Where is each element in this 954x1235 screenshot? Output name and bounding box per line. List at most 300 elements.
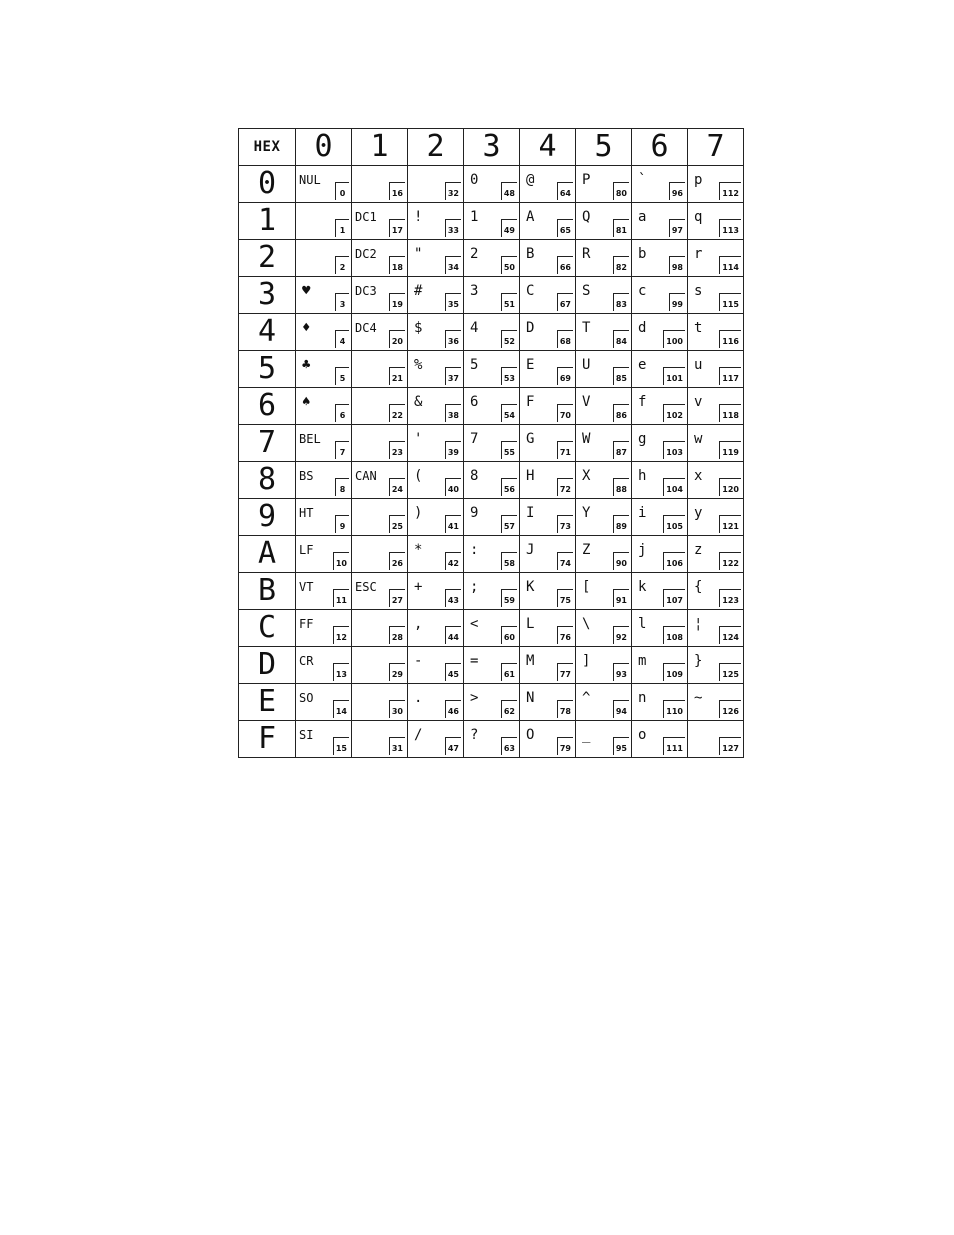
char-cell — [352, 462, 408, 499]
decimal-code: 42 — [445, 552, 461, 570]
decimal-code: 47 — [445, 737, 461, 755]
character-glyph: q — [694, 209, 703, 225]
char-cell — [296, 166, 352, 203]
decimal-code: 57 — [501, 515, 517, 533]
decimal-code: 48 — [501, 182, 517, 200]
character-glyph: ^ — [582, 690, 591, 706]
character-glyph: ♦ — [302, 320, 311, 336]
decimal-code: 90 — [613, 552, 629, 570]
decimal-code: 109 — [663, 663, 685, 681]
decimal-code: 85 — [613, 367, 629, 385]
char-cell — [520, 240, 576, 277]
decimal-code: 29 — [389, 663, 405, 681]
row-header-0: 0 — [239, 166, 296, 203]
character-glyph: ? — [470, 727, 479, 743]
decimal-code: 14 — [333, 700, 349, 718]
char-cell — [352, 166, 408, 203]
character-glyph: = — [470, 653, 479, 669]
decimal-code: 100 — [663, 330, 685, 348]
decimal-code: 44 — [445, 626, 461, 644]
character-glyph: \ — [582, 616, 591, 632]
decimal-code: 76 — [557, 626, 573, 644]
character-glyph: 8 — [470, 468, 479, 484]
decimal-code: 95 — [613, 737, 629, 755]
character-glyph: F — [526, 394, 535, 410]
character-glyph: - — [414, 653, 423, 669]
decimal-code: 20 — [389, 330, 405, 348]
char-cell — [632, 425, 688, 462]
decimal-code: 87 — [613, 441, 629, 459]
character-glyph: ¦ — [694, 616, 703, 632]
character-glyph: ♠ — [302, 394, 311, 410]
char-cell — [576, 351, 632, 388]
char-cell — [296, 277, 352, 314]
char-cell — [688, 277, 744, 314]
decimal-code: 31 — [389, 737, 405, 755]
control-code-label: DC2 — [355, 247, 377, 261]
char-cell — [296, 684, 352, 721]
char-cell — [352, 721, 408, 758]
char-cell — [464, 351, 520, 388]
char-cell — [520, 647, 576, 684]
decimal-code: 39 — [445, 441, 461, 459]
hex-corner-label: HEX — [239, 129, 296, 166]
char-cell — [576, 425, 632, 462]
decimal-code: 58 — [501, 552, 517, 570]
table-row — [239, 314, 744, 351]
character-glyph: ♣ — [302, 357, 311, 373]
character-glyph: O — [526, 727, 535, 743]
table-body — [239, 166, 744, 758]
decimal-code: 117 — [719, 367, 741, 385]
character-glyph: g — [638, 431, 647, 447]
char-cell — [296, 573, 352, 610]
char-cell — [632, 647, 688, 684]
char-cell — [632, 240, 688, 277]
character-glyph: S — [582, 283, 591, 299]
decimal-code: 106 — [663, 552, 685, 570]
decimal-code: 113 — [719, 219, 741, 237]
character-glyph: 7 — [470, 431, 479, 447]
character-glyph: > — [470, 690, 479, 706]
decimal-code: 120 — [719, 478, 741, 496]
decimal-code: 86 — [613, 404, 629, 422]
decimal-code: 65 — [557, 219, 573, 237]
character-glyph: # — [414, 283, 423, 299]
decimal-code: 92 — [613, 626, 629, 644]
char-cell — [520, 166, 576, 203]
decimal-code: 103 — [663, 441, 685, 459]
char-cell — [464, 314, 520, 351]
control-code-label: LF — [299, 543, 314, 557]
control-code-label: VT — [299, 580, 314, 594]
character-glyph: ( — [414, 468, 423, 484]
char-cell — [408, 351, 464, 388]
decimal-code: 24 — [389, 478, 405, 496]
decimal-code: 98 — [669, 256, 685, 274]
char-cell — [520, 721, 576, 758]
char-cell — [352, 499, 408, 536]
decimal-code: 74 — [557, 552, 573, 570]
decimal-code: 64 — [557, 182, 573, 200]
decimal-code: 23 — [389, 441, 405, 459]
char-cell — [632, 610, 688, 647]
decimal-code: 108 — [663, 626, 685, 644]
column-header-0: 0 — [296, 129, 352, 166]
char-cell — [520, 388, 576, 425]
character-glyph: Z — [582, 542, 591, 558]
character-glyph: e — [638, 357, 647, 373]
char-cell — [688, 351, 744, 388]
character-glyph: l — [638, 616, 647, 632]
control-code-label: CR — [299, 654, 314, 668]
character-glyph: & — [414, 394, 423, 410]
decimal-code: 5 — [335, 367, 349, 385]
decimal-code: 54 — [501, 404, 517, 422]
char-cell — [632, 684, 688, 721]
character-glyph: _ — [582, 727, 591, 743]
character-glyph: % — [414, 357, 423, 373]
char-cell — [520, 351, 576, 388]
row-header-3: 3 — [239, 277, 296, 314]
table-row — [239, 277, 744, 314]
row-header-A: A — [239, 536, 296, 573]
char-cell — [520, 203, 576, 240]
char-cell — [520, 462, 576, 499]
decimal-code: 105 — [663, 515, 685, 533]
decimal-code: 22 — [389, 404, 405, 422]
decimal-code: 84 — [613, 330, 629, 348]
char-cell — [464, 462, 520, 499]
table-row — [239, 721, 744, 758]
char-cell — [464, 573, 520, 610]
decimal-code: 55 — [501, 441, 517, 459]
decimal-code: 50 — [501, 256, 517, 274]
char-cell — [464, 277, 520, 314]
character-glyph: o — [638, 727, 647, 743]
row-header-B: B — [239, 573, 296, 610]
decimal-code: 126 — [719, 700, 741, 718]
char-cell — [408, 610, 464, 647]
decimal-code: 41 — [445, 515, 461, 533]
character-glyph: + — [414, 579, 423, 595]
decimal-code: 38 — [445, 404, 461, 422]
char-cell — [688, 462, 744, 499]
character-glyph: 4 — [470, 320, 479, 336]
decimal-code: 70 — [557, 404, 573, 422]
char-cell — [408, 647, 464, 684]
character-glyph: p — [694, 172, 703, 188]
char-cell — [576, 166, 632, 203]
decimal-code: 104 — [663, 478, 685, 496]
char-cell — [296, 425, 352, 462]
control-code-label: SO — [299, 691, 314, 705]
char-cell — [520, 536, 576, 573]
table-row — [239, 425, 744, 462]
char-cell — [688, 536, 744, 573]
character-glyph: C — [526, 283, 535, 299]
char-cell — [296, 610, 352, 647]
char-cell — [352, 388, 408, 425]
character-glyph: ) — [414, 505, 423, 521]
table-row — [239, 536, 744, 573]
char-cell — [296, 314, 352, 351]
character-glyph: N — [526, 690, 535, 706]
character-glyph: H — [526, 468, 535, 484]
char-cell — [632, 573, 688, 610]
char-cell — [352, 314, 408, 351]
character-glyph: b — [638, 246, 647, 262]
decimal-code: 52 — [501, 330, 517, 348]
decimal-code: 34 — [445, 256, 461, 274]
character-glyph: r — [694, 246, 703, 262]
decimal-code: 3 — [335, 293, 349, 311]
row-header-6: 6 — [239, 388, 296, 425]
character-glyph: ' — [414, 431, 423, 447]
char-cell — [576, 647, 632, 684]
character-glyph: U — [582, 357, 591, 373]
table-row — [239, 573, 744, 610]
char-cell — [632, 499, 688, 536]
character-glyph: 1 — [470, 209, 479, 225]
decimal-code: 79 — [557, 737, 573, 755]
char-cell — [520, 499, 576, 536]
decimal-code: 88 — [613, 478, 629, 496]
char-cell — [576, 610, 632, 647]
row-header-F: F — [239, 721, 296, 758]
table-row — [239, 499, 744, 536]
decimal-code: 99 — [669, 293, 685, 311]
char-cell — [296, 351, 352, 388]
decimal-code: 13 — [333, 663, 349, 681]
char-cell — [296, 536, 352, 573]
decimal-code: 101 — [663, 367, 685, 385]
char-cell — [632, 536, 688, 573]
row-header-4: 4 — [239, 314, 296, 351]
char-cell — [464, 647, 520, 684]
char-cell — [408, 203, 464, 240]
decimal-code: 2 — [335, 256, 349, 274]
char-cell — [352, 277, 408, 314]
char-cell — [520, 277, 576, 314]
character-glyph: X — [582, 468, 591, 484]
decimal-code: 35 — [445, 293, 461, 311]
char-cell — [632, 166, 688, 203]
decimal-code: 78 — [557, 700, 573, 718]
char-cell — [408, 388, 464, 425]
decimal-code: 6 — [335, 404, 349, 422]
decimal-code: 1 — [335, 219, 349, 237]
char-cell — [632, 721, 688, 758]
char-cell — [576, 203, 632, 240]
char-cell — [576, 499, 632, 536]
char-cell — [576, 721, 632, 758]
character-glyph: / — [414, 727, 423, 743]
decimal-code: 94 — [613, 700, 629, 718]
char-cell — [408, 166, 464, 203]
character-code-table — [238, 128, 744, 758]
char-cell — [520, 610, 576, 647]
decimal-code: 119 — [719, 441, 741, 459]
decimal-code: 49 — [501, 219, 517, 237]
decimal-code: 96 — [669, 182, 685, 200]
decimal-code: 32 — [445, 182, 461, 200]
character-glyph: W — [582, 431, 591, 447]
table-row — [239, 240, 744, 277]
char-cell — [352, 647, 408, 684]
row-header-5: 5 — [239, 351, 296, 388]
decimal-code: 93 — [613, 663, 629, 681]
row-header-7: 7 — [239, 425, 296, 462]
char-cell — [352, 351, 408, 388]
decimal-code: 73 — [557, 515, 573, 533]
decimal-code: 56 — [501, 478, 517, 496]
char-cell — [464, 166, 520, 203]
character-glyph: [ — [582, 579, 591, 595]
character-glyph: ` — [638, 172, 647, 188]
char-cell — [520, 314, 576, 351]
character-glyph: h — [638, 468, 647, 484]
decimal-code: 66 — [557, 256, 573, 274]
character-glyph: 3 — [470, 283, 479, 299]
decimal-code: 112 — [719, 182, 741, 200]
decimal-code: 18 — [389, 256, 405, 274]
char-cell — [520, 684, 576, 721]
decimal-code: 33 — [445, 219, 461, 237]
decimal-code: 110 — [663, 700, 685, 718]
character-glyph: v — [694, 394, 703, 410]
decimal-code: 80 — [613, 182, 629, 200]
decimal-code: 123 — [719, 589, 741, 607]
decimal-code: 89 — [613, 515, 629, 533]
char-cell — [464, 721, 520, 758]
decimal-code: 11 — [333, 589, 349, 607]
character-glyph: K — [526, 579, 535, 595]
char-cell — [688, 647, 744, 684]
decimal-code: 12 — [333, 626, 349, 644]
char-cell — [576, 240, 632, 277]
row-header-E: E — [239, 684, 296, 721]
character-glyph: . — [414, 690, 423, 706]
char-cell — [520, 425, 576, 462]
control-code-label: ESC — [355, 580, 377, 594]
table-row — [239, 462, 744, 499]
decimal-code: 21 — [389, 367, 405, 385]
char-cell — [464, 388, 520, 425]
char-cell — [688, 610, 744, 647]
control-code-label: HT — [299, 506, 314, 520]
decimal-code: 0 — [335, 182, 349, 200]
character-glyph: u — [694, 357, 703, 373]
character-glyph: ; — [470, 579, 479, 595]
character-glyph: d — [638, 320, 647, 336]
decimal-code: 16 — [389, 182, 405, 200]
control-code-label: DC3 — [355, 284, 377, 298]
column-header-5: 5 — [576, 129, 632, 166]
char-cell — [464, 240, 520, 277]
row-header-D: D — [239, 647, 296, 684]
character-glyph: Y — [582, 505, 591, 521]
decimal-code: 83 — [613, 293, 629, 311]
decimal-code: 77 — [557, 663, 573, 681]
char-cell — [352, 425, 408, 462]
char-cell — [408, 573, 464, 610]
character-glyph: : — [470, 542, 479, 558]
char-cell — [464, 425, 520, 462]
row-header-2: 2 — [239, 240, 296, 277]
character-glyph: s — [694, 283, 703, 299]
char-cell — [576, 388, 632, 425]
decimal-code: 26 — [389, 552, 405, 570]
decimal-code: 59 — [501, 589, 517, 607]
char-cell — [352, 536, 408, 573]
decimal-code: 68 — [557, 330, 573, 348]
char-cell — [296, 388, 352, 425]
decimal-code: 7 — [335, 441, 349, 459]
table-row — [239, 388, 744, 425]
row-header-C: C — [239, 610, 296, 647]
char-cell — [632, 388, 688, 425]
decimal-code: 37 — [445, 367, 461, 385]
table-row — [239, 647, 744, 684]
char-cell — [408, 425, 464, 462]
character-glyph: $ — [414, 320, 423, 336]
character-glyph: " — [414, 246, 423, 262]
char-cell — [632, 314, 688, 351]
character-glyph: * — [414, 542, 423, 558]
control-code-label: SI — [299, 728, 314, 742]
character-glyph: ] — [582, 653, 591, 669]
char-cell — [296, 647, 352, 684]
row-header-9: 9 — [239, 499, 296, 536]
char-cell — [464, 684, 520, 721]
char-cell — [464, 536, 520, 573]
column-header-6: 6 — [632, 129, 688, 166]
character-glyph: T — [582, 320, 591, 336]
decimal-code: 46 — [445, 700, 461, 718]
decimal-code: 27 — [389, 589, 405, 607]
table-row — [239, 351, 744, 388]
decimal-code: 107 — [663, 589, 685, 607]
char-cell — [688, 314, 744, 351]
char-cell — [352, 684, 408, 721]
decimal-code: 114 — [719, 256, 741, 274]
char-cell — [408, 240, 464, 277]
char-cell — [296, 721, 352, 758]
control-code-label: DC1 — [355, 210, 377, 224]
character-glyph: n — [638, 690, 647, 706]
char-cell — [408, 277, 464, 314]
char-cell — [688, 684, 744, 721]
column-header-3: 3 — [464, 129, 520, 166]
decimal-code: 118 — [719, 404, 741, 422]
row-header-8: 8 — [239, 462, 296, 499]
char-cell — [688, 425, 744, 462]
char-cell — [576, 462, 632, 499]
char-cell — [688, 166, 744, 203]
char-cell — [632, 351, 688, 388]
char-cell — [464, 499, 520, 536]
character-glyph: @ — [526, 172, 535, 188]
decimal-code: 15 — [333, 737, 349, 755]
char-cell — [576, 573, 632, 610]
decimal-code: 45 — [445, 663, 461, 681]
table-row — [239, 684, 744, 721]
column-header-7: 7 — [688, 129, 744, 166]
decimal-code: 111 — [663, 737, 685, 755]
character-glyph: A — [526, 209, 535, 225]
decimal-code: 17 — [389, 219, 405, 237]
